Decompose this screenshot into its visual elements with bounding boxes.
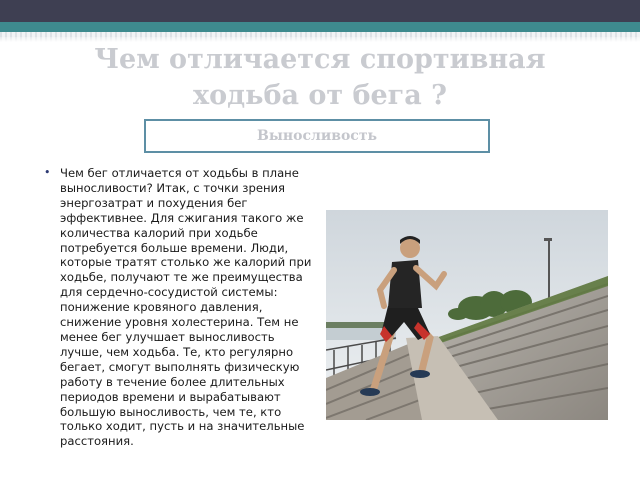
header-stripe-bar	[0, 32, 640, 42]
subtitle-text: Выносливость	[257, 128, 377, 144]
runner-photo	[326, 210, 608, 420]
bullet-icon: •	[44, 166, 51, 179]
header-teal-bar	[0, 22, 640, 32]
body-paragraph: Чем бег отличается от ходьбы в плане выносливости? Итак, с точки зрения энергозатрат и похудения бег эффективнее. Для сжигания такого же количества калорий при ходьбе потребуется больше времени. Люди, которые тратят столько же калорий при ходьбе, получают те же преимущества для сердечно-сосудистой системы: понижение кровяного давления, снижение уровня холестерина. Тем не менее бег улучшает выносливость лучше, чем ходьба. Те, кто регулярно бегает, смогут выполнять физическую работу в течение более длительных периодов времени и вырабатывают большую выносливость, чем те, кто только ходит, пусть и на значительные расстояния.	[60, 166, 312, 449]
subtitle-box	[144, 119, 490, 153]
header-dark-bar	[0, 0, 640, 22]
slide-title: Чем отличается спортивная ходьба от бега ?	[94, 44, 546, 111]
